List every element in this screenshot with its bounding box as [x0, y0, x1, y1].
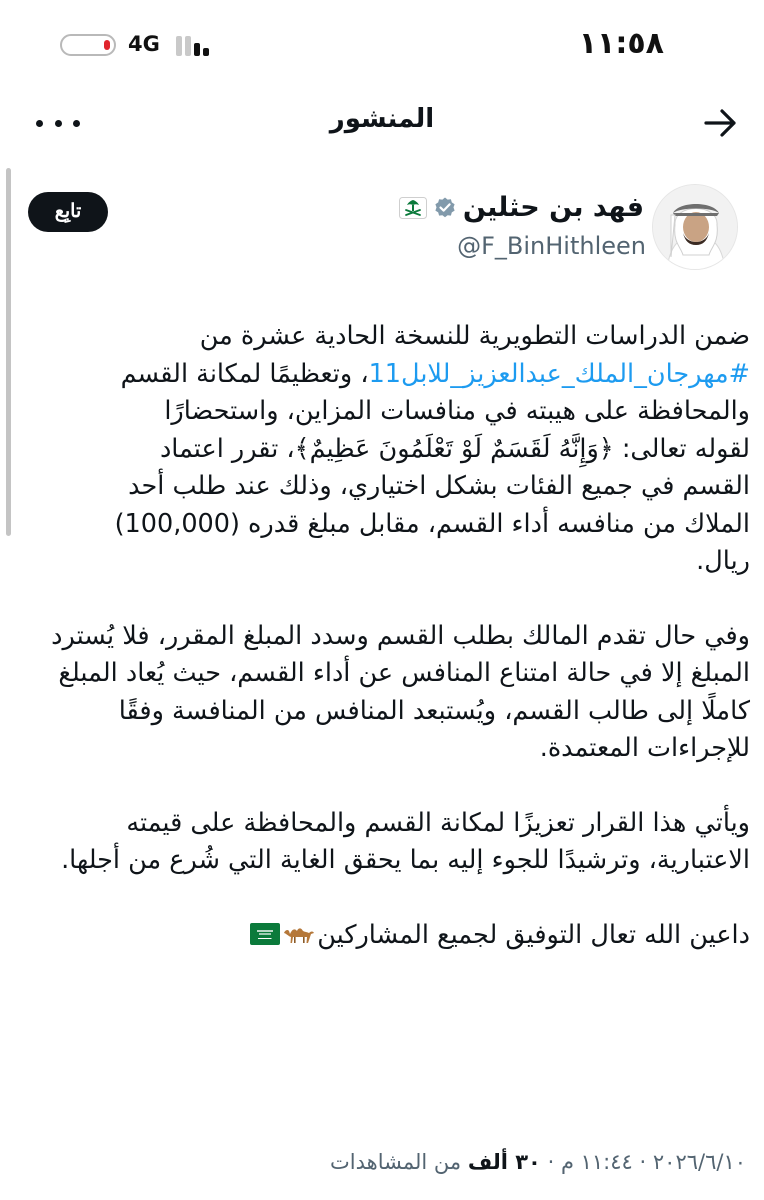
- post-line: الملاك من منافسه أداء القسم، مقابل مبلغ قدره (100,000): [114, 508, 750, 539]
- post-closing: [18, 917, 750, 955]
- post-paragraph-3: ويأتي هذا القرار تعزيزًا لمكانة القسم والمحافظة على قيمته الاعتبارية، وترشيدًا للجوء إليه بما يحقق الغاية التي شُرع من أجلها.: [61, 807, 750, 875]
- post-meta: [330, 1150, 746, 1174]
- post-line: والمحافظة على هيبته في منافسات المزاين، واستحضارًا: [164, 396, 750, 426]
- saudi-flag-icon: [250, 923, 280, 945]
- meta-separator: ·: [547, 1150, 555, 1174]
- author-handle[interactable]: @F_BinHithleen: [457, 232, 646, 260]
- avatar[interactable]: [652, 184, 738, 270]
- post-line: ضمن الدراسات التطويرية للنسخة الحادية عشرة من: [199, 321, 750, 351]
- page-title: المنشور: [329, 104, 435, 134]
- views-label: من المشاهدات: [330, 1150, 462, 1174]
- saudi-emblem-icon: [399, 197, 427, 219]
- signal-strength-icon: [176, 32, 214, 56]
- status-bar: [0, 0, 764, 92]
- battery-icon: [60, 34, 116, 56]
- status-clock: ١١:٥٨: [578, 26, 664, 61]
- network-type: 4G: [128, 32, 160, 56]
- post-paragraph-2: وفي حال تقدم المالك بطلب القسم وسدد المبلغ المقرر، فلا يُسترد المبلغ إلا في حالة امتناع المنافس عن أداء القسم، حيث يُعاد المبلغ كاملًا إلى طالب القسم، ويُستبعد المنافس من المنافسة وفقًا للإجراءات المعتمدة.: [51, 620, 750, 763]
- post-line: ريال.: [696, 546, 750, 576]
- author-name[interactable]: فهد بن حثلين: [462, 192, 644, 223]
- hashtag-link[interactable]: #مهرجان_الملك_عبدالعزيز_للابل11: [368, 358, 750, 389]
- author-name-row: [399, 192, 644, 223]
- post-header: [0, 92, 764, 158]
- scrollbar[interactable]: [6, 168, 11, 536]
- post-line: القسم في جميع الفئات بشكل اختياري، وذلك عند طلب أحد: [128, 471, 750, 501]
- arrow-right-icon[interactable]: [700, 106, 740, 140]
- battery-level: [104, 40, 110, 50]
- follow-button[interactable]: تابِع: [28, 192, 108, 232]
- views-count: ٣٠ ألف: [467, 1150, 541, 1174]
- verified-badge-icon[interactable]: [433, 196, 457, 220]
- closing-text: داعين الله تعال التوفيق لجميع المشاركين: [317, 919, 750, 950]
- camel-icon: [282, 923, 316, 945]
- post-text: [18, 318, 750, 954]
- post-time[interactable]: ١١:٤٤ م: [560, 1150, 633, 1174]
- post-line: ، وتعظيمًا لمكانة القسم: [120, 358, 369, 389]
- meta-separator: ·: [639, 1150, 647, 1174]
- post-paragraph-1: [18, 318, 750, 581]
- post-line: لقوله تعالى: ﴿وَإِنَّهُ لَقَسَمٌ لَوْ تَعْلَمُونَ عَظِيمٌ﴾، تقرر اعتماد: [159, 433, 750, 464]
- post-date[interactable]: ٢٠٢٦/٦/١٠: [652, 1150, 746, 1174]
- avatar-image: [653, 185, 738, 270]
